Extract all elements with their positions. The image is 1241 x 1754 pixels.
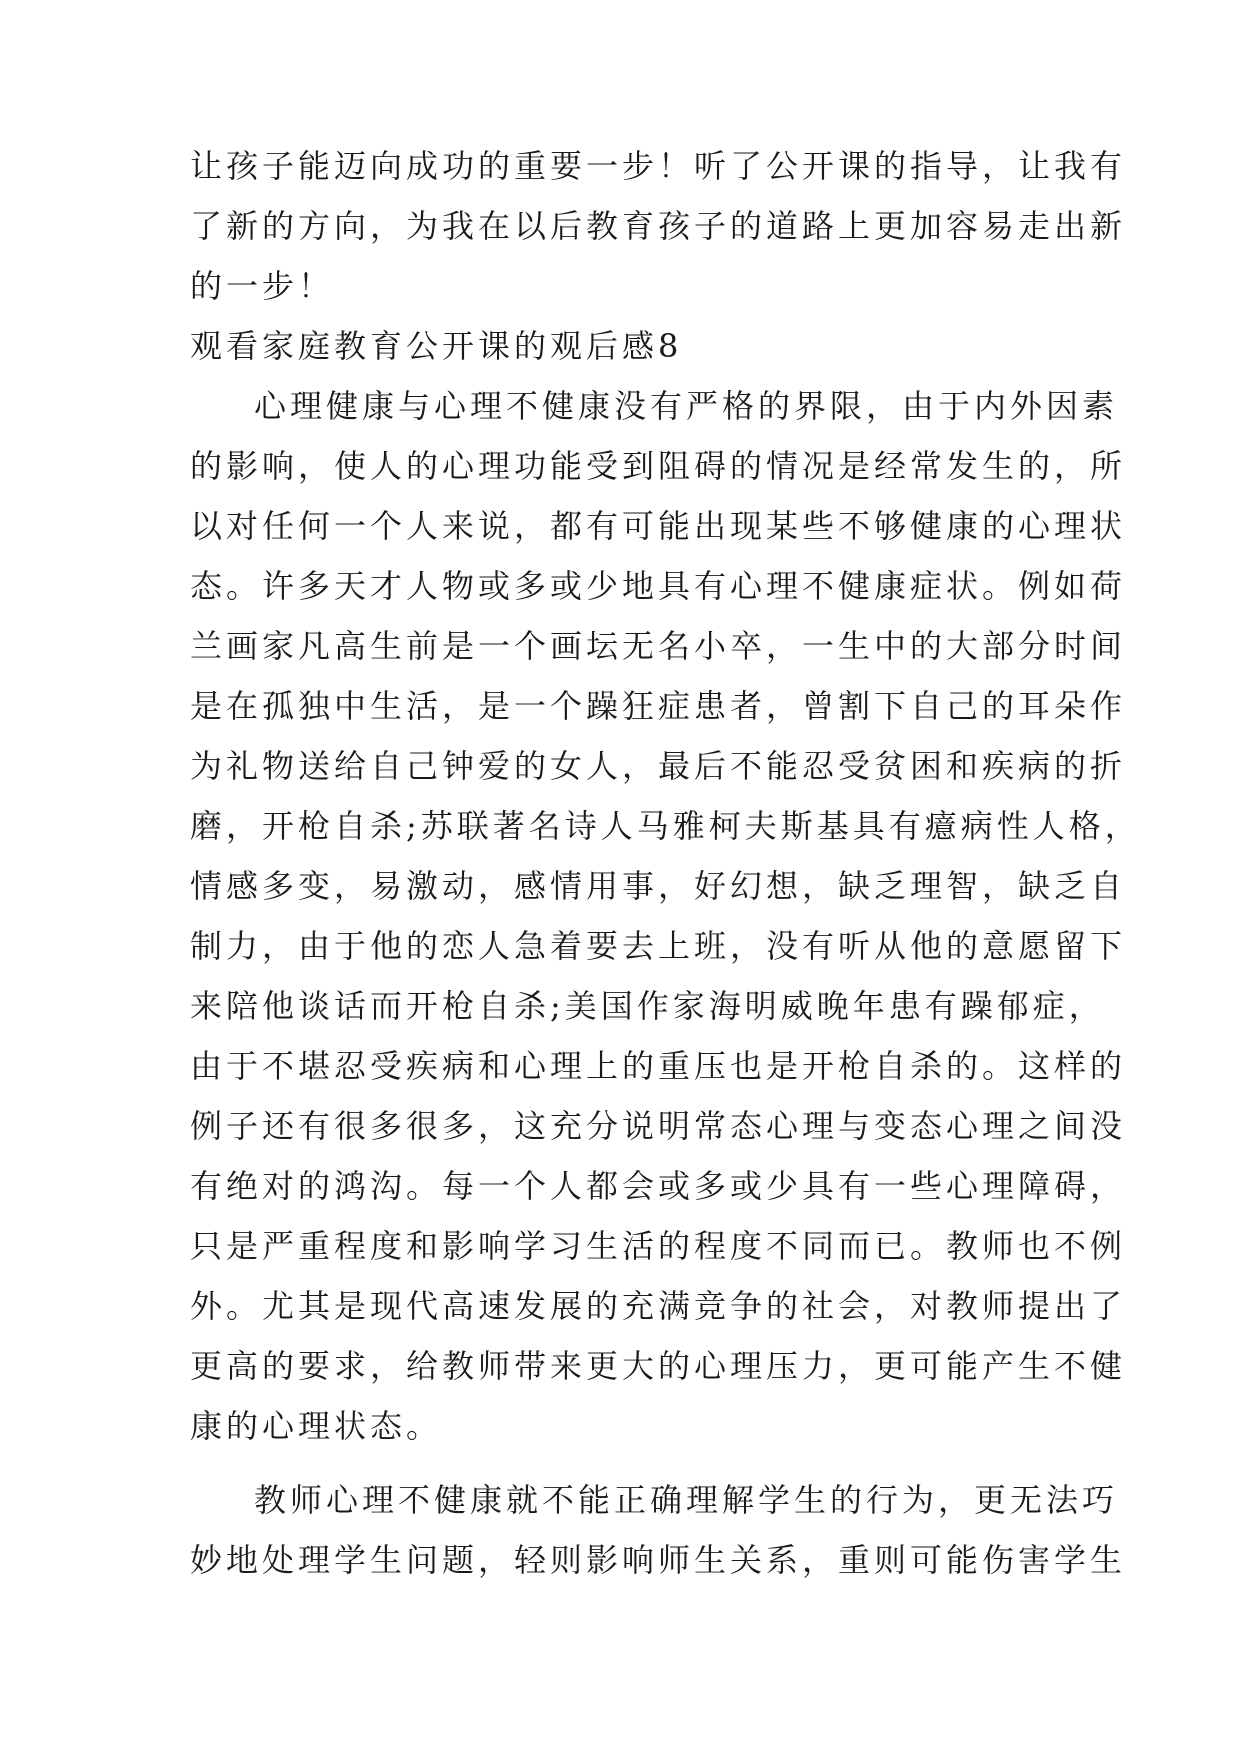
paragraph-2: [190, 1470, 1127, 1590]
text-line: 妙地处理学生问题，轻则影响师生关系，重则可能伤害学生: [190, 1541, 1127, 1579]
text-line: 更高的要求，给教师带来更大的心理压力，更可能产生不健: [190, 1347, 1127, 1385]
text-line: 教师心理不健康就不能正确理解学生的行为，更无法巧: [254, 1481, 1119, 1519]
text-line: 兰画家凡高生前是一个画坛无名小卒，一生中的大部分时间: [190, 627, 1127, 665]
section-title: 观看家庭教育公开课的观后感8: [190, 327, 683, 365]
text-line: 以对任何一个人来说，都有可能出现某些不够健康的心理状: [190, 507, 1127, 545]
text-line: 的一步！: [190, 267, 335, 305]
text-line: 了新的方向，为我在以后教育孩子的道路上更加容易走出新: [190, 207, 1127, 245]
text-line: 的影响，使人的心理功能受到阻碍的情况是经常发生的，所: [190, 447, 1127, 485]
text-line: 心理健康与心理不健康没有严格的界限，由于内外因素: [254, 387, 1119, 425]
text-line: 例子还有很多很多，这充分说明常态心理与变态心理之间没: [190, 1107, 1127, 1145]
document-body: [190, 136, 1141, 1590]
text-line: 磨，开枪自杀;苏联著名诗人马雅柯夫斯基具有癔病性人格，: [190, 807, 1141, 845]
section-heading: [190, 316, 1055, 376]
text-line: 是在孤独中生活，是一个躁狂症患者，曾割下自己的耳朵作: [190, 687, 1127, 725]
text-line: 态。许多天才人物或多或少地具有心理不健康症状。例如荷: [190, 567, 1127, 605]
text-line: 为礼物送给自己钟爱的女人，最后不能忍受贫困和疾病的折: [190, 747, 1127, 785]
text-line: 外。尤其是现代高速发展的充满竞争的社会，对教师提出了: [190, 1287, 1127, 1325]
text-line: 由于不堪忍受疾病和心理上的重压也是开枪自杀的。这样的: [190, 1047, 1127, 1085]
text-line: 康的心理状态。: [190, 1407, 443, 1445]
text-line: 有绝对的鸿沟。每一个人都会或多或少具有一些心理障碍，: [190, 1167, 1127, 1205]
intro-paragraph: [190, 136, 1127, 316]
paragraph-spacer: [190, 1456, 1055, 1470]
text-line: 让孩子能迈向成功的重要一步！听了公开课的指导，让我有: [190, 147, 1127, 185]
text-line: 情感多变，易激动，感情用事，好幻想，缺乏理智，缺乏自: [190, 867, 1127, 905]
paragraph-1: [190, 376, 1141, 1456]
text-line: 来陪他谈话而开枪自杀;美国作家海明威晚年患有躁郁症，: [190, 987, 1105, 1025]
text-line: 制力，由于他的恋人急着要去上班，没有听从他的意愿留下: [190, 927, 1127, 965]
text-line: 只是严重程度和影响学习生活的程度不同而已。教师也不例: [190, 1227, 1127, 1265]
